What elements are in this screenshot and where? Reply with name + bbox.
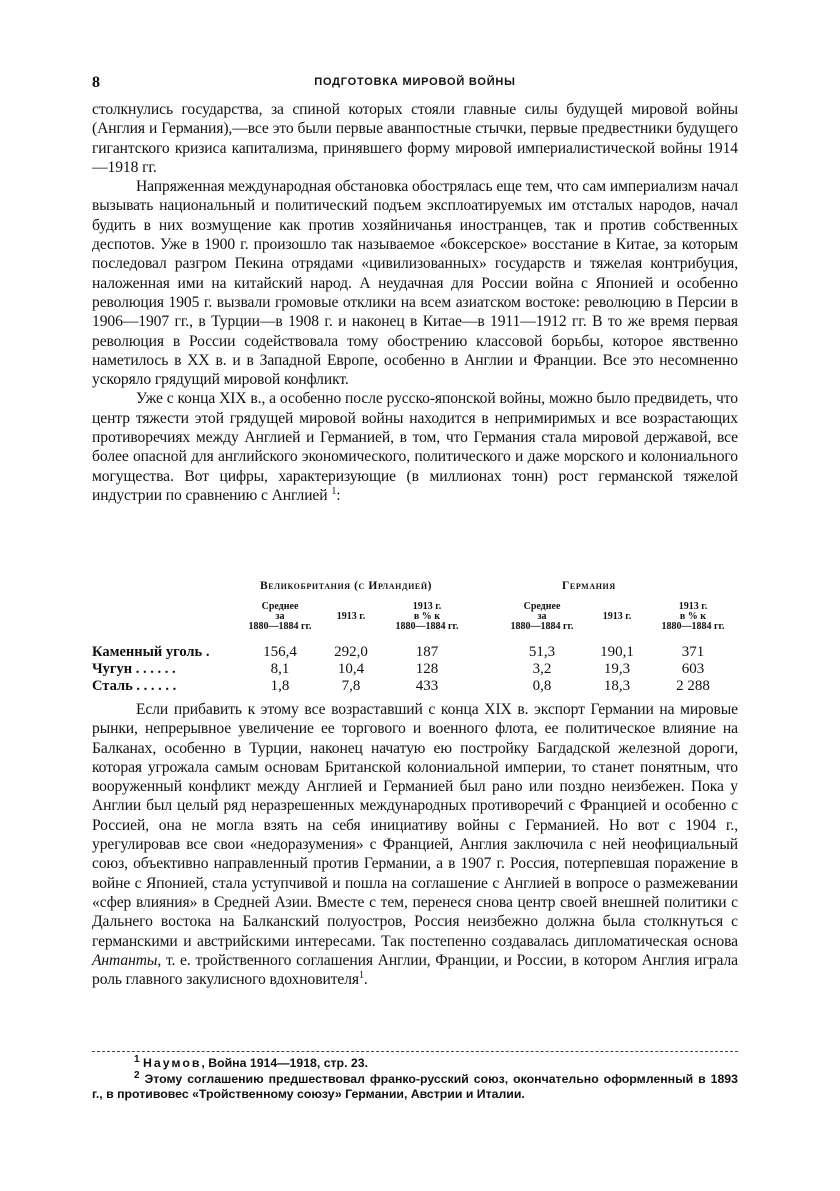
column-header: 1913 г. в % к 1880—1884 гг. <box>395 601 459 632</box>
paragraph-4: Если прибавить к этому все возраставший с конца XIX в. экспорт Германии на мировые рынки, непрерывное увеличение ее торгового и военного флота, ее политическое влияние на Балканах, особенно в Турции, наконец начатую ею постройку Багдадской железной дороги, которая угрожала самым основам Британской колониальной империи, то станет понятным, что вооруженный конфликт между Англией и Германией был рано или поздно неизбежен. Пока у Англии был целый ряд неразрешенных международных противоречий с Францией и особенно с Россией, она не могла взять на себя инициативу войны с Германией. Но вот с 1904 г., урегулировав все свои «недоразумения» с Францией, Англия заключила с ней неофициальный союз, объективно направленный против Германии, а в 1907 г. Россия, потерпевшая поражение в войне с Японией, стала уступчивой и пошла на соглашение с Англией в вопросе о размежевании «сфер влияния» в Средней Азии. Вместе с тем, перенеся снова центр своей внешней политики с Дальнего востока на Балканский полуостров, Россия неизбежно должна была столкнуться с германскими и австрийскими интересами. Так постепенно создавалась дипломатическая основа Антанты, т. е. тройственного соглашения Англии, Франции, и России, в котором Англия играла роль главного закулисного вдохновителя$^1$. <box>92 701 738 989</box>
footnote-author: Наумов <box>142 1056 202 1070</box>
group-header-germany: Германия <box>562 580 616 592</box>
footnote-ref: 1 <box>331 485 337 497</box>
group-header-britain: Великобритания (с Ирландией) <box>260 580 433 592</box>
footnotes <box>92 1053 738 1103</box>
paragraph-3: Уже с конца XIX в., а особенно после русско-японской войны, можно было предвидеть, что центр тяжести этой грядущей мировой войны находится в непримиримых и все возрастающих противоречиях между Англией и Германией, в том, что Германия стала мировой державой, все более опасной для английского экономического, политического и даже морского и колониального могущества. Вот цифры, характеризующие (в миллионах тонн) рост германской тяжелой индустрии по сравнению с Англией $^1$: <box>92 390 738 504</box>
table-row: Каменный уголь . 156,4 292,0 187 51,3 190,1 371 <box>92 644 705 660</box>
body-text <box>92 100 738 505</box>
running-head <box>92 74 738 92</box>
paragraph-1: столкнулись государства, за спиной которых стояли главные силы будущей мировой войны (Англия и Германия),—все это были первые аванпостные стычки, первые предвестники будущего гигантского кризиса капитализма, принявшего форму мировой империалистической войны 1914—1918 гг. <box>92 101 738 176</box>
footnote-2: $^2$ Этому соглашению предшествовал франко-русский союз, окончательно оформленный в 1893 г., в противовес «Тройственному союзу» Германии, Австрии и Италии. <box>92 1069 738 1101</box>
footnote-1: $^1$ Наумов, Война 1914—1918, стр. 23. <box>134 1053 368 1070</box>
paragraph-2: Напряженная международная обстановка обострялась еще тем, что сам империализм начал вызывать национальный и политический подъем эксплоатируемых им отсталых народов, начал будить в них возмущение как против хозяйничанья иностранцев, так и против собственных деспотов. Уже в 1900 г. произошло так называемое «боксерское» восстание в Китае, за которым последовал разгром Пекина отрядами «цивилизованных» государств и тяжелая контрибуция, наложенная ими на китайский народ. А неудачная для России война с Японией и особенно революция 1905 г. вызвали громовые отклики на всем азиатском востоке: революцию в Персии в 1906—1907 гг., в Турции—в 1908 г. и наконец в Китае—в 1911—1912 гг. В то же время первая революция в России содействовала тому обострению классовой борьбы, которое явственно наметилось в XX в. и в Западной Европе, особенно в Англии и Франции. Все это несомненно ускоряло грядущий мировой конфликт. <box>92 178 738 389</box>
column-header: 1913 г. <box>336 611 366 622</box>
column-header: 1913 г. в % к 1880—1884 гг. <box>661 601 725 632</box>
italic-term: Антанты <box>92 951 158 969</box>
column-header: Среднее за 1880—1884 гг. <box>248 601 312 632</box>
footnote-divider <box>92 1051 738 1052</box>
table-row: Чугун . . . . . . 8,1 10,4 128 3,2 19,3 603 <box>92 661 705 677</box>
column-header: Среднее за 1880—1884 гг. <box>510 601 574 632</box>
page-number: 8 <box>92 74 100 91</box>
running-title: ПОДГОТОВКА МИРОВОЙ ВОЙНЫ <box>314 76 516 88</box>
column-header: 1913 г. <box>602 611 632 622</box>
table-row: Сталь . . . . . . 1,8 7,8 433 0,8 18,3 2 288 <box>92 678 710 694</box>
body-text-continued <box>92 700 738 989</box>
footnote-ref: 1 <box>359 969 364 981</box>
paragraph-3-text: Уже с конца XIX в., а особенно после русско-японской войны, можно было предвидеть, что центр тяжести этой грядущей мировой войны находится в непримиримых и все возрастающих противоречиях между Англией и Германией, в том, что Германия стала мировой державой, все более опасной для английского экономического, политического и даже морского и колониального могущества. Вот цифры, характеризующие (в миллионах тонн) рост германской тяжелой индустрии по сравнению с Англией <box>92 390 738 504</box>
